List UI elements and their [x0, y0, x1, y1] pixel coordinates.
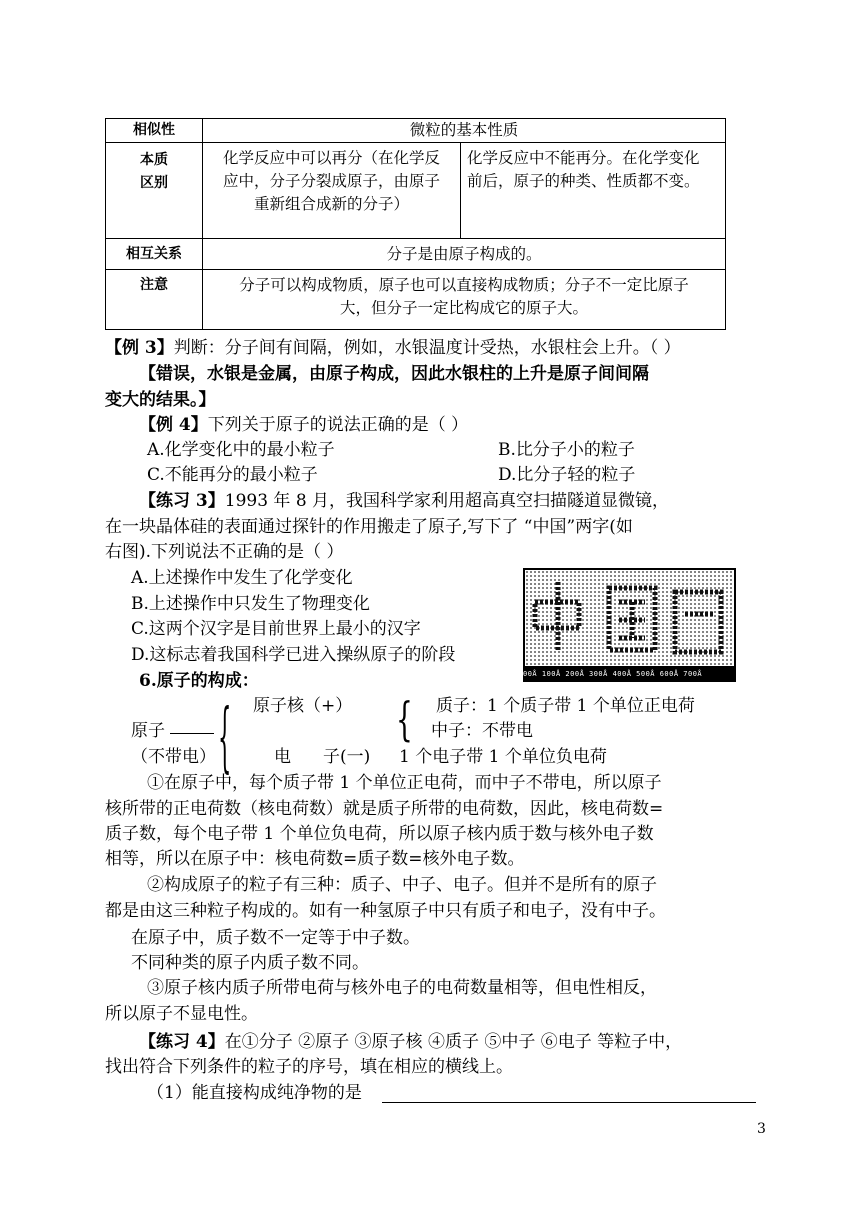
- nucleus-brace-icon: {: [396, 693, 413, 747]
- practice-4-label: 【练习 4】: [139, 1032, 225, 1052]
- table-row: [106, 270, 726, 330]
- paragraph-line: ②构成原子的粒子有三种：质子、中子、电子。但并不是所有的原子: [147, 875, 657, 895]
- paragraph-line: 都是由这三种粒子构成的。如有一种氢原子中只有质子和电子，没有中子。: [105, 901, 666, 921]
- cell-line: 化学反应中可以再分（在化学反: [222, 149, 440, 167]
- table-row: [106, 143, 726, 239]
- table-header-note: 注意: [106, 270, 203, 330]
- practice-3-option-d: D.这标志着我国科学已进入操纵原子的阶段: [131, 645, 456, 665]
- table-header-relation: 相互关系: [106, 239, 203, 270]
- paragraph-line: 质子数，每个电子带 1 个单位负电荷，所以原子核内质于数与核外电子数: [105, 824, 654, 844]
- practice-4-q1-answer-line[interactable]: [382, 1102, 756, 1103]
- practice-4-line: 找出符合下列条件的粒子的序号，填在相应的横线上。: [105, 1057, 513, 1077]
- page-number: 3: [757, 1121, 766, 1137]
- paragraph-line: 相等，所以在原子中：核电荷数=质子数=核外电子数。: [105, 849, 525, 869]
- table-cell-atom-difference: [461, 143, 726, 239]
- practice-3-line: 右图).下列说法不正确的是（ ）: [105, 542, 344, 562]
- practice-3-line: 在一块晶体硅的表面通过探针的作用搬走了原子,写下了 “中国”两字(如: [105, 517, 633, 537]
- example-3-answer-line: 【错误，水银是金属，由原子构成，因此水银柱的上升是原子间间隔: [139, 364, 649, 384]
- header-line: 区别: [140, 175, 168, 191]
- atom-neutral-label: （不带电）: [131, 747, 216, 767]
- example-3-question: [105, 336, 681, 360]
- practice-4-question: [139, 1030, 682, 1054]
- table-row: [106, 119, 726, 143]
- example-4-text: 下列关于原子的说法正确的是（ ）: [207, 415, 469, 435]
- example-4-option-a: A.化学变化中的最小粒子: [147, 440, 335, 460]
- stm-scale-bar: 00Å 100Å 200Å 300Å 400Å 500Å 600Å 700Å: [523, 670, 703, 678]
- cell-line: 重新组合成新的分子）: [253, 195, 409, 213]
- example-4-option-c: C.不能再分的最小粒子: [147, 465, 318, 485]
- cell-line: 分子可以构成物质，原子也可以直接构成物质；分子不一定比原子: [239, 276, 689, 294]
- example-3-text: 判断：分子间有间隔，例如，水银温度计受热，水银柱会上升。（ ）: [173, 338, 681, 358]
- electron-description: 1 个电子带 1 个单位负电荷: [399, 747, 607, 767]
- neutron-description: 中子：不带电: [431, 721, 533, 741]
- section-6-title: 6.原子的构成：: [139, 671, 259, 691]
- molecule-atom-comparison-table: [105, 118, 726, 330]
- table-header-difference: [106, 143, 203, 239]
- cell-line: 应中，分子分裂成原子，由原子: [222, 172, 440, 190]
- cell-line: 化学反应中不能再分。在化学变化: [467, 149, 700, 167]
- paragraph-line: 在原子中，质子数不一定等于中子数。: [131, 928, 420, 948]
- electron-label-part: 电: [274, 747, 291, 767]
- cell-line: 大，但分子一定比构成它的原子大。: [339, 299, 588, 317]
- example-4-option-b: B.比分子小的粒子: [498, 440, 635, 460]
- stm-surface: [525, 570, 734, 666]
- example-4-question: [139, 413, 468, 437]
- table-cell-relation: 分子是由原子构成的。: [203, 239, 726, 270]
- table-cell-similarity: 微粒的基本性质: [203, 119, 726, 143]
- example-4-option-d: D.比分子轻的粒子: [498, 465, 636, 485]
- cell-line: 前后，原子的种类、性质都不变。: [467, 172, 700, 190]
- table-cell-molecule-difference: [203, 143, 461, 239]
- example-3-answer-line: 变大的结果。】: [105, 390, 216, 410]
- practice-3-question: [139, 489, 669, 513]
- atom-label: 原子: [131, 721, 165, 741]
- paragraph-line: 核所带的正电荷数（核电荷数）就是质子所带的电荷数，因此，核电荷数=: [105, 799, 664, 819]
- stm-zhongguo-image: [523, 568, 736, 682]
- table-row: [106, 239, 726, 270]
- paragraph-line: ①在原子中，每个质子带 1 个单位正电荷，而中子不带电，所以原子: [147, 773, 662, 793]
- practice-3-label: 【练习 3】: [139, 491, 225, 511]
- paragraph-line: 所以原子不显电性。: [105, 1004, 258, 1024]
- header-line: 本质: [140, 152, 168, 168]
- practice-3-option-c: C.这两个汉字是目前世界上最小的汉字: [131, 619, 421, 639]
- paragraph-line: 不同种类的原子内质子数不同。: [131, 953, 369, 973]
- table-cell-note: [203, 270, 726, 330]
- atom-connector-line: [170, 733, 214, 734]
- nucleus-label: 原子核（+）: [253, 696, 353, 716]
- practice-3-option-a: A.上述操作中发生了化学变化: [131, 568, 353, 588]
- practice-4-line: 在①分子 ②原子 ③原子核 ④质子 ⑤中子 ⑥电子 等粒子中，: [224, 1032, 683, 1052]
- proton-description: 质子：1 个质子带 1 个单位正电荷: [436, 696, 695, 716]
- practice-4-q1: （1）能直接构成纯净物的是: [147, 1083, 362, 1103]
- atom-brace-icon: {: [218, 694, 232, 781]
- practice-3-line: 1993 年 8 月，我国科学家利用超高真空扫描隧道显微镜，: [224, 491, 670, 511]
- practice-3-option-b: B.上述操作中只发生了物理变化: [131, 594, 370, 614]
- example-4-label: 【例 4】: [139, 415, 208, 435]
- electron-label-part: 子(一): [323, 747, 371, 767]
- atom-characters-graphic: [525, 570, 734, 666]
- paragraph-line: ③原子核内质子所带电荷与核外电子的电荷数量相等，但电性相反，: [147, 978, 657, 998]
- example-3-label: 【例 3】: [105, 338, 174, 358]
- table-header-similarity: 相似性: [106, 119, 203, 143]
